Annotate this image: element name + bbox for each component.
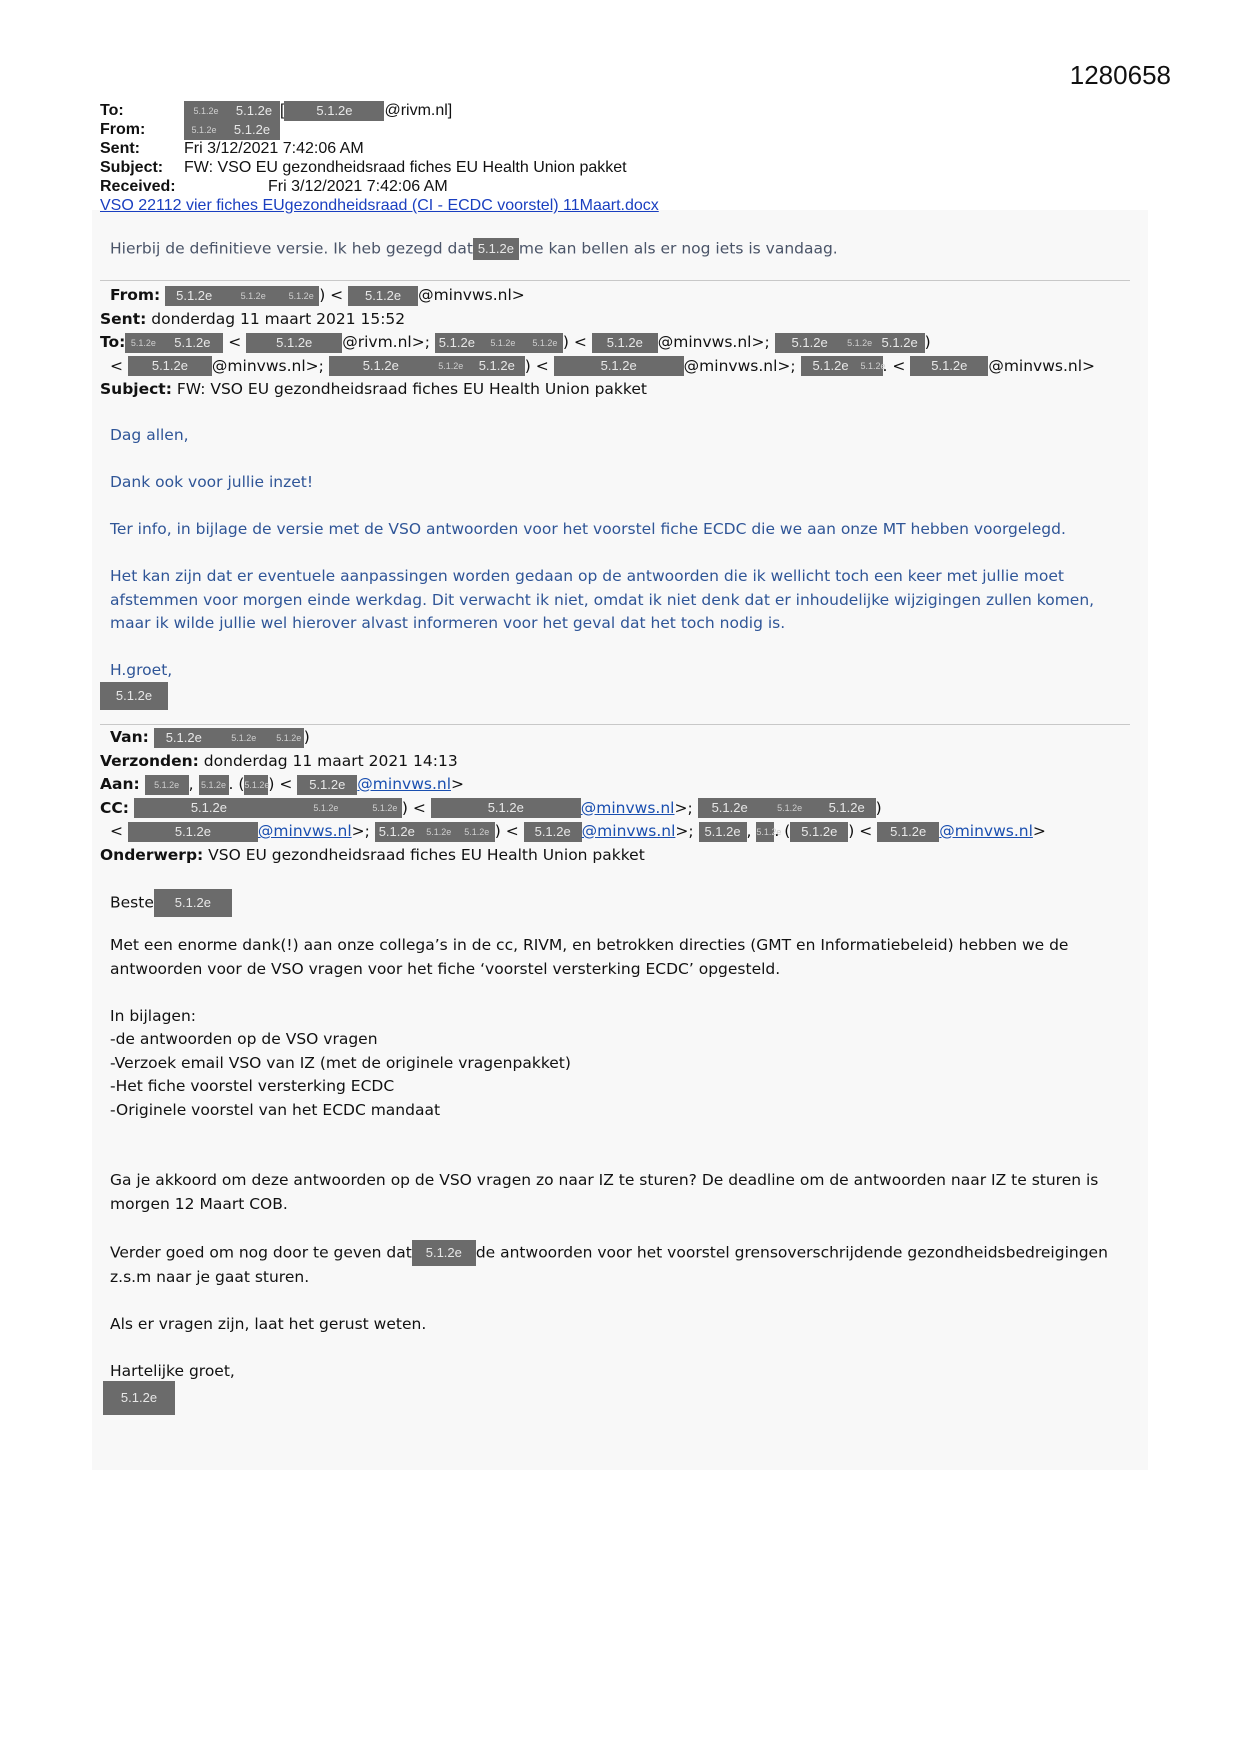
redaction: 5.1.2e [875,333,925,353]
mail2-bijlagen-title: In bijlagen: [110,1006,196,1025]
received-value: Fri 3/12/2021 7:42:06 AM [268,178,448,195]
received-label: Received: [100,178,176,195]
mail1-body [110,424,1120,683]
mail2-van-row: Van: 5.1.2e 5.1.2e 5.1.2e ) [110,728,310,746]
to-row: To: 5.1.2e 5.1.2e [ 5.1.2e @rivm.nl] [100,102,453,119]
redaction: 5.1.2e [469,356,525,376]
mail1-minvws: @minvws.nl>; [683,356,796,375]
mail1-rivm-domain: @rivm.nl>; [342,333,430,351]
outer-email-header [100,101,659,215]
mail2-paragraph: Als er vragen zijn, laat het gerust weten. [110,1314,427,1333]
redaction: 5.1.2e [368,798,402,818]
redaction: 5.1.2e [128,356,212,376]
mail2-aan-row: Aan: 5.1.2e , 5.1.2e . (5.1.2e) < 5.1.2e @minvws.nl> [100,775,465,793]
mail2-cc-label: CC: [100,798,129,817]
attachment-link[interactable]: VSO 22112 vier fiches EUgezondheidsraad (CI - ECDC voorstel) 11Maart.docx [100,197,659,214]
mail1-subject-label: Subject: [100,380,172,398]
mail2-cc-domain[interactable]: @minvws.nl [939,822,1033,840]
mail1-paragraph: Dank ook voor jullie inzet! [110,473,314,491]
redaction: 5.1.2e [348,286,418,306]
sent-row [100,139,659,158]
redaction: 5.1.2e [861,356,883,376]
mail1-minvws: @minvws.nl>; [211,356,324,375]
note-text-before: Hierbij de definitieve versie. Ik heb gezegd dat [110,239,473,258]
mail1-paragraph: Ter info, in bijlage de versie met de VSO antwoorden voor het voorstel fiche ECDC die we aan onze MT hebben voorgelegd. [110,520,1066,538]
mail1-subject-row [100,378,1095,402]
mail2-p3-before: Verder goed om nog door te geven dat [110,1243,412,1261]
divider [100,280,1130,281]
mail2-greeting [110,889,232,917]
redaction: 5.1.2e [297,775,357,795]
redaction: 5.1.2e [433,356,469,376]
mail2-van-label: Van: [110,728,149,746]
mail2-signature-redaction: 5.1.2e [103,1381,175,1415]
sent-value: Fri 3/12/2021 7:42:06 AM [184,140,364,157]
mail1-header [100,284,1095,402]
mail2-cc-domain[interactable]: @minvws.nl [257,822,352,840]
mail1-to-row-2: < 5.1.2e @minvws.nl>; 5.1.2e 5.1.2e 5.1.2e ) < 5.1.2e @minvws.nl>; 5.1.2e 5.1.2e. < 5.1.2e @minvws.nl> [110,356,1096,375]
redaction: 5.1.2e [199,775,229,795]
redaction: 5.1.2e [431,798,581,818]
redaction: 5.1.2e [246,333,342,353]
mail2-cc-row-2: < 5.1.2e @minvws.nl>; 5.1.2e 5.1.2e 5.1.2e ) < 5.1.2e @minvws.nl>; 5.1.2e , 5.1.2e. ( 5.1.2e ) < 5.1.2e @minvws.nl> [110,822,1046,840]
mail2-verzonden-value: donderdag 11 maart 2021 14:13 [203,751,458,770]
mail2-bijlage-item: -Originele voorstel van het ECDC mandaat [110,1100,441,1119]
redaction: 5.1.2e [145,775,189,795]
redaction: 5.1.2e [592,333,658,353]
redaction: 5.1.2e [184,120,224,140]
redaction: 5.1.2e [125,333,161,353]
redaction: 5.1.2e [274,728,304,748]
redaction: 5.1.2e [756,822,774,842]
redaction: 5.1.2e [775,333,845,353]
redaction: 5.1.2e [283,286,319,306]
mail2-aan-label: Aan: [100,775,140,793]
redaction: 5.1.2e [184,101,228,121]
mail2-bijlagen [110,1005,1130,1123]
redaction: 5.1.2e [479,333,527,353]
redaction: 5.1.2e [154,728,214,748]
redaction: 5.1.2e [877,822,939,842]
from-row [100,120,659,139]
mail2-onderwerp-label: Onderwerp: [100,845,204,864]
mail2-p3-after: de antwoorden voor het voorstel grensoverschrijdende gezondheidsbedreigingen z.s.m naar je gaat sturen. [110,1243,1108,1286]
mail2-verzonden-label: Verzonden: [100,751,199,770]
redaction: 5.1.2e [214,728,274,748]
document-id: 1280658 [1069,60,1171,90]
redaction: 5.1.2e [790,822,848,842]
mail1-signature-redaction: 5.1.2e [100,682,168,710]
to-domain: @rivm.nl] [384,102,453,119]
mail1-closing: H.groet, [110,661,173,679]
redaction: 5.1.2e [698,798,762,818]
attachment-row [100,196,659,215]
mail1-from-row: From: 5.1.2e 5.1.2e 5.1.2e ) < 5.1.2e @minvws.nl> [110,286,525,304]
mail2-cc-row: CC: 5.1.2e 5.1.2e 5.1.2e ) < 5.1.2e @minvws.nl>; 5.1.2e 5.1.2e 5.1.2e ) [100,798,882,817]
redaction: 5.1.2e [524,822,582,842]
redaction: 5.1.2e [284,798,368,818]
redaction: 5.1.2e [527,333,563,353]
mail1-from-domain: @minvws.nl> [418,286,525,304]
mail2-verzonden-row [100,750,1046,774]
subject-label: Subject: [100,159,164,176]
mail2-closing: Hartelijke groet, [110,1361,235,1380]
redaction: 5.1.2e [165,286,223,306]
mail1-minvws-end: @minvws.nl> [988,356,1096,375]
redaction: 5.1.2e [801,356,861,376]
mail2-bijlage-item: -Verzoek email VSO van IZ (met de originele vragenpakket) [110,1053,571,1072]
sent-label: Sent: [100,140,140,157]
mail1-sent-row [100,308,1095,332]
redaction: 5.1.2e [224,120,280,140]
redaction: 5.1.2e [473,238,519,260]
redaction: 5.1.2e [910,356,988,376]
mail1-subject-value: FW: VSO EU gezondheidsraad fiches EU Health Union pakket [176,380,647,398]
mail2-paragraph: Ga je akkoord om deze antwoorden op de VSO vragen zo naar IZ te sturen? De deadline om de antwoorden naar IZ te sturen is morgen 12 Maart COB. [110,1171,1099,1213]
mail2-paragraph: Met een enorme dank(!) aan onze collega’s in de cc, RIVM, en betrokken directies (GMT en Informatiebeleid) hebben we de antwoorden voor de VSO vragen voor het fiche ‘voorstel versterking ECDC’ opgesteld. [110,936,1069,978]
mail1-paragraph: Het kan zijn dat er eventuele aanpassingen worden gedaan op de antwoorden die ik wellicht toch een keer met jullie moet afstemmen voor morgen einde werkdag. Dit verwacht ik niet, omdat ik niet denk dat er inhoudelijke wijzigingen zullen komen, maar ik wilde jullie wel hierover alvast informeren voor het geval dat het toch nodig is. [110,567,1095,632]
mail1-from-label: From: [110,286,161,304]
redaction: 5.1.2e [329,356,433,376]
divider [100,724,1130,725]
redaction: 5.1.2e [412,1240,476,1266]
redaction: 5.1.2e [435,333,479,353]
mail2-onderwerp-row [100,844,1046,868]
received-row [100,177,659,196]
mail1-sent-label: Sent: [100,309,147,328]
redaction: 5.1.2e [699,822,747,842]
forward-note [110,238,838,260]
mail2-onderwerp-value: VSO EU gezondheidsraad fiches EU Health Union pakket [208,845,645,864]
redaction: 5.1.2e [223,286,283,306]
redaction: 5.1.2e [161,333,223,353]
redaction: 5.1.2e [762,798,818,818]
redaction: 5.1.2e [845,333,875,353]
mail2-body [110,934,1130,1383]
to-label: To: [100,102,124,119]
mail2-cc-domain[interactable]: @minvws.nl [581,822,676,840]
mail1-to-row: To: 5.1.2e 5.1.2e < 5.1.2e @rivm.nl>; 5.1.2e 5.1.2e 5.1.2e ) < 5.1.2e @minvws.nl>; 5.1.2e 5.1.2e 5.1.2e ) [100,333,931,351]
redaction: 5.1.2e [154,889,232,917]
subject-row [100,158,659,177]
mail1-to-label: To: [100,333,126,351]
redaction: 5.1.2e [134,798,284,818]
note-text-after: me kan bellen als er nog iets is vandaag. [518,239,838,258]
redaction: 5.1.2e [228,101,280,121]
mail2-bijlage-item: -de antwoorden op de VSO vragen [110,1030,378,1048]
redaction: 5.1.2e [244,775,268,795]
mail1-minvws: @minvws.nl>; [657,333,770,351]
redaction: 5.1.2e [554,356,684,376]
mail1-paragraph: Dag allen, [110,426,189,444]
redaction: 5.1.2e [459,822,495,842]
redaction: 5.1.2e [375,822,419,842]
redaction: 5.1.2e [284,101,384,121]
redaction: 5.1.2e [419,822,459,842]
mail2-bijlage-item: -Het fiche voorstel versterking ECDC [110,1077,395,1095]
from-label: From: [100,121,146,138]
subject-value: FW: VSO EU gezondheidsraad fiches EU Health Union pakket [184,159,627,176]
mail2-paragraph-with-redaction [110,1240,1130,1290]
redaction: 5.1.2e [818,798,876,818]
mail1-sent-value: donderdag 11 maart 2021 15:52 [151,309,406,328]
redaction: 5.1.2e [128,822,258,842]
mail2-cc-domain[interactable]: @minvws.nl [580,798,675,817]
mail2-aan-domain[interactable]: @minvws.nl [357,775,452,793]
mail2-header [100,726,1046,867]
mail2-greeting-text: Beste [110,893,154,912]
